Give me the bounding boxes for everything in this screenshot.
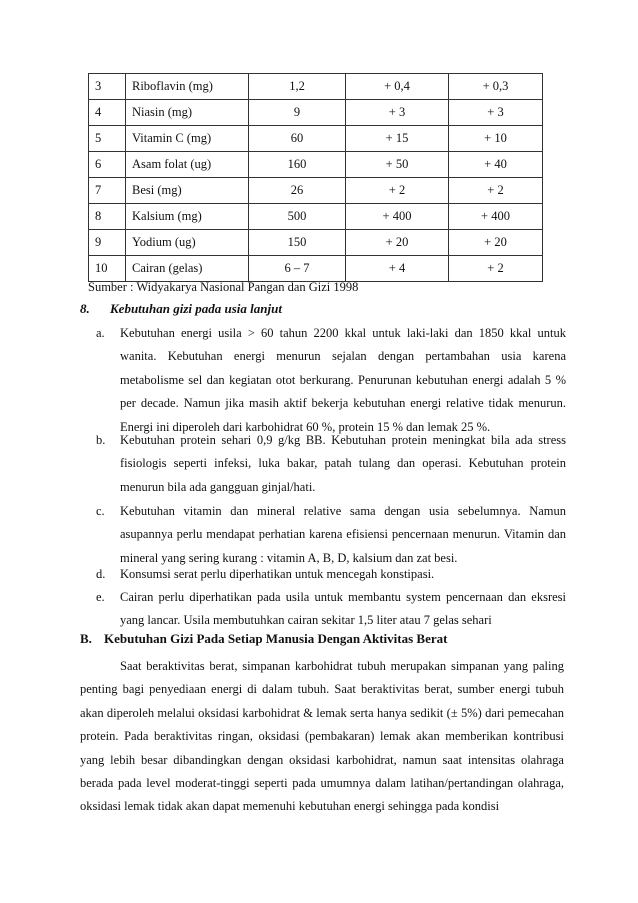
cell-addition-1: + 20 [346, 230, 449, 256]
list-item-a [96, 322, 566, 439]
nutrient-table-body [89, 74, 543, 282]
cell-requirement: 26 [249, 178, 346, 204]
cell-addition-2: + 40 [449, 152, 543, 178]
list-marker: e. [96, 590, 105, 604]
cell-requirement: 60 [249, 126, 346, 152]
nutrient-table [88, 73, 543, 282]
cell-addition-1: + 4 [346, 256, 449, 282]
list-item-c [96, 500, 566, 570]
cell-number: 10 [89, 256, 126, 282]
cell-addition-1: + 3 [346, 100, 449, 126]
cell-nutrient: Cairan (gelas) [126, 256, 249, 282]
cell-number: 9 [89, 230, 126, 256]
cell-nutrient: Besi (mg) [126, 178, 249, 204]
cell-addition-2: + 400 [449, 204, 543, 230]
cell-number: 5 [89, 126, 126, 152]
section-8-heading [80, 301, 282, 317]
table-row [89, 74, 543, 100]
list-item-e [96, 586, 566, 633]
cell-addition-2: + 3 [449, 100, 543, 126]
cell-requirement: 1,2 [249, 74, 346, 100]
cell-number: 3 [89, 74, 126, 100]
cell-addition-2: + 2 [449, 256, 543, 282]
list-text: Kebutuhan energi usila > 60 tahun 2200 kkal untuk laki-laki dan 1850 kkal untuk wanita. Kebutuhan energi menurun sejalan dengan pertambahan usia karena metabolisme sel dan kegiatan otot berkurang. Penurunan kebutuhan energi adalah 5 % per decade. Namun jika masih aktif bekerja kebutuhan energi relative tidak menurun. Energi ini diperoleh dari karbohidrat 60 %, protein 15 % dan lemak 25 %. [120, 326, 566, 434]
cell-addition-1: + 0,4 [346, 74, 449, 100]
cell-number: 7 [89, 178, 126, 204]
cell-nutrient: Riboflavin (mg) [126, 74, 249, 100]
cell-number: 6 [89, 152, 126, 178]
cell-requirement: 150 [249, 230, 346, 256]
cell-number: 8 [89, 204, 126, 230]
table-row [89, 256, 543, 282]
cell-nutrient: Kalsium (mg) [126, 204, 249, 230]
section-b-paragraph: Saat beraktivitas berat, simpanan karbohidrat tubuh merupakan simpanan yang paling penting bagi penyediaan energi di dalam tubuh. Saat beraktivitas berat, sumber energi tubuh akan diperoleh melalui oksidasi karbohidrat & lemak serta hanya sedikit (± 5%) dari pemecahan protein. Pada beraktivitas ringan, oksidasi (pembakaran) lemak akan memberikan kontribusi yang lebih besar dibandingkan dengan oksidasi karbohidrat, namun saat intensitas olahraga berada pada level moderat-tinggi seperti pada umumnya dalam latihan/pertandingan olahraga, oksidasi lemak tidak akan dapat memenuhi kebutuhan energi sehingga pada kondisi [80, 659, 564, 814]
section-b-number: B. [80, 631, 92, 646]
list-marker: c. [96, 504, 105, 518]
section-b-title: Kebutuhan Gizi Pada Setiap Manusia Dengan Aktivitas Berat [104, 631, 448, 646]
section-b-heading [80, 631, 447, 647]
table-row [89, 178, 543, 204]
cell-addition-2: + 2 [449, 178, 543, 204]
list-marker: a. [96, 326, 105, 340]
cell-addition-2: + 20 [449, 230, 543, 256]
cell-nutrient: Vitamin C (mg) [126, 126, 249, 152]
list-text: Kebutuhan protein sehari 0,9 g/kg BB. Kebutuhan protein meningkat bila ada stress fisiologis seperti infeksi, luka bakar, patah tulang dan operasi. Kebutuhan protein menurun bila ada gangguan ginjal/hati. [120, 433, 566, 494]
section-8-number: 8. [80, 301, 90, 316]
list-item-d [96, 563, 566, 586]
section-8-title: Kebutuhan gizi pada usia lanjut [110, 301, 282, 316]
cell-nutrient: Niasin (mg) [126, 100, 249, 126]
table-row [89, 100, 543, 126]
cell-nutrient: Yodium (ug) [126, 230, 249, 256]
table-row [89, 204, 543, 230]
cell-addition-1: + 2 [346, 178, 449, 204]
table-source: Sumber : Widyakarya Nasional Pangan dan Gizi 1998 [88, 280, 359, 294]
table-row [89, 230, 543, 256]
cell-requirement: 6 – 7 [249, 256, 346, 282]
list-marker: b. [96, 433, 106, 447]
cell-addition-1: + 50 [346, 152, 449, 178]
cell-addition-2: + 0,3 [449, 74, 543, 100]
cell-addition-1: + 15 [346, 126, 449, 152]
list-text: Kebutuhan vitamin dan mineral relative sama dengan usia sebelumnya. Namun asupannya perlu mendapat perhatian karena efisiensi pencernaan menurun. Vitamin dan mineral yang sering kurang : vitamin A, B, D, kalsium dan zat besi. [120, 504, 566, 565]
cell-nutrient: Asam folat (ug) [126, 152, 249, 178]
list-text: Cairan perlu diperhatikan pada usila untuk membantu system pencernaan dan eksresi yang lancar. Usila membutuhkan cairan sekitar 1,5 liter atau 7 gelas sehari [120, 590, 566, 628]
cell-addition-1: + 400 [346, 204, 449, 230]
cell-addition-2: + 10 [449, 126, 543, 152]
cell-requirement: 160 [249, 152, 346, 178]
cell-requirement: 500 [249, 204, 346, 230]
table-row [89, 152, 543, 178]
list-text: Konsumsi serat perlu diperhatikan untuk mencegah konstipasi. [120, 567, 435, 581]
table-row [89, 126, 543, 152]
list-item-b [96, 429, 566, 499]
list-marker: d. [96, 567, 106, 581]
cell-number: 4 [89, 100, 126, 126]
cell-requirement: 9 [249, 100, 346, 126]
